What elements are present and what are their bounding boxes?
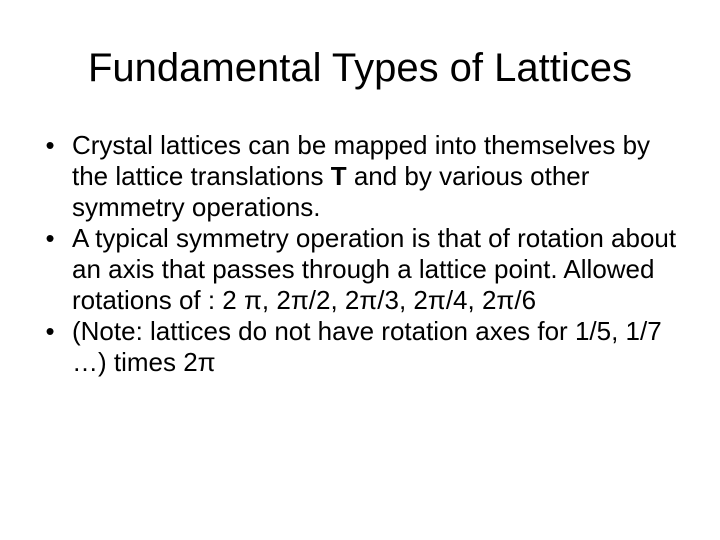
bullet-item-note	[40, 316, 690, 378]
bullet-text: and by various other symmetry operations.	[72, 161, 590, 222]
bullet-text: Crystal lattices can be mapped into themselves by the lattice translations	[72, 130, 651, 191]
bullet-bold-symbol: T	[330, 161, 347, 191]
slide-title: Fundamental Types of Lattices	[87, 46, 633, 90]
bullet-item-rotation	[40, 223, 690, 316]
bullet-marker: •	[45, 130, 55, 160]
bullet-item-translations	[40, 130, 690, 223]
bullet-marker: •	[45, 316, 55, 346]
bullet-text: (Note: lattices do not have rotation axes for 1/5, 1/7 …) times 2π	[72, 316, 662, 377]
bullet-text: A typical symmetry operation is that of rotation about an axis that passes through a lattice point. Allowed rotations of : 2 π, 2π/2, 2π/3, 2π/4, 2π/6	[72, 223, 677, 315]
bullet-marker: •	[45, 223, 55, 253]
bullet-list	[40, 130, 690, 378]
